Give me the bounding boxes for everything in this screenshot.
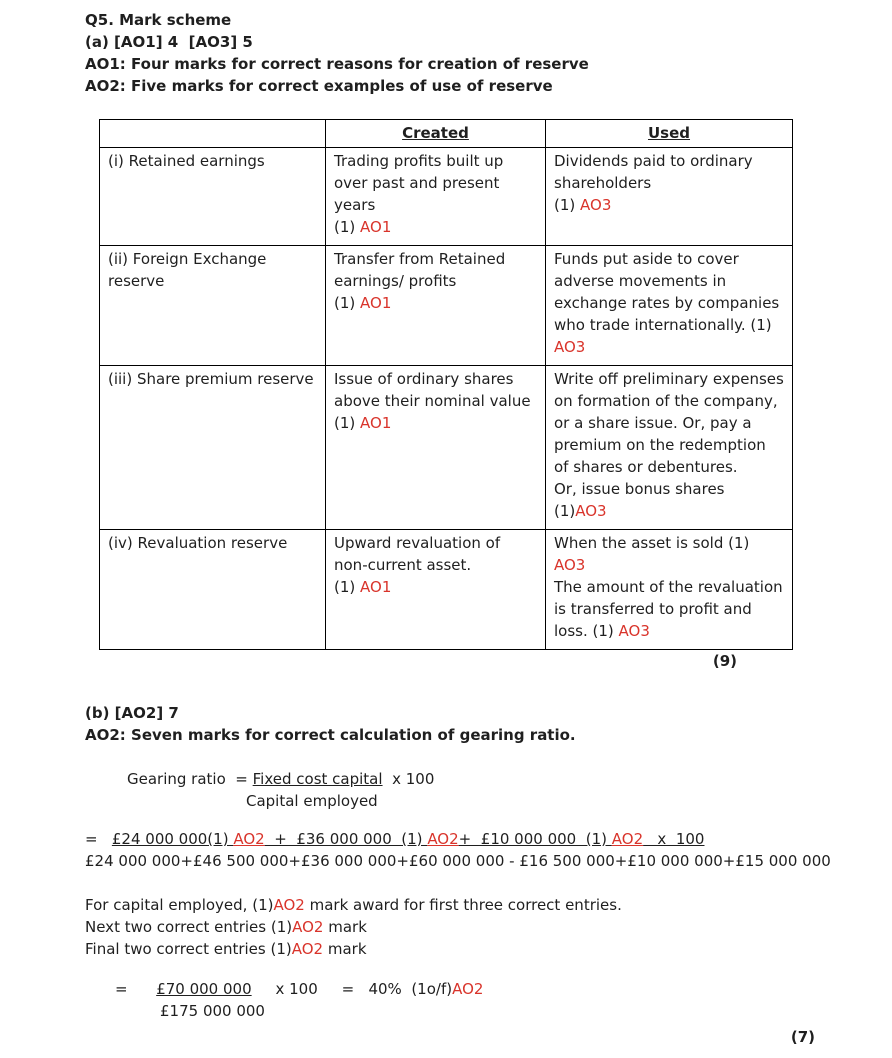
ao2-description: AO2: Five marks for correct examples of use of reserve <box>85 77 553 95</box>
table-row-revaluation-reserve <box>100 530 793 650</box>
used-cell: Dividends paid to ordinary shareholders (1) AO3 <box>546 148 793 246</box>
header-cell-empty <box>100 120 326 148</box>
mark-scheme-table-wrap <box>99 119 792 672</box>
created-cell: Transfer from Retained earnings/ profits (1) AO1 <box>326 246 546 366</box>
table-row-share-premium-reserve <box>100 366 793 530</box>
gearing-ratio-formula <box>127 768 892 812</box>
calculation-block <box>85 828 892 872</box>
reserve-name-cell: (i) Retained earnings <box>100 148 326 246</box>
calculation-denominator: £24 000 000+£46 500 000+£36 000 000+£60 000 000 - £16 500 000+£10 000 000+£15 000 000 <box>85 852 831 870</box>
reserve-name-cell: (ii) Foreign Exchange reserve <box>100 246 326 366</box>
part-a-heading: (a) [AO1] 4 [AO3] 5 <box>85 33 253 51</box>
used-header-label: Used <box>647 124 691 142</box>
calculation-numerator: = £24 000 000(1) AO2 + £36 000 000 (1) AO2+ £10 000 000 (1) AO2 x 100 <box>85 830 705 848</box>
created-cell: Upward revaluation of non-current asset. (1) AO1 <box>326 530 546 650</box>
result-line: = £70 000 000 x 100 = 40% (1o/f)AO2 <box>115 980 484 998</box>
used-cell: Funds put aside to cover adverse movements in exchange rates by companies who trade internationally. (1) AO3 <box>546 246 793 366</box>
formula-denominator: Capital employed <box>246 792 378 810</box>
table-row-retained-earnings <box>100 148 793 246</box>
table-row-foreign-exchange-reserve <box>100 246 793 366</box>
header-cell-created <box>326 120 546 148</box>
reserve-name-cell: (iv) Revaluation reserve <box>100 530 326 650</box>
part-b-ao2-description: AO2: Seven marks for correct calculation of gearing ratio. <box>85 726 576 744</box>
result-denominator: £175 000 000 <box>160 1002 265 1020</box>
formula-numerator-line: Gearing ratio = Fixed cost capital x 100 <box>127 770 435 788</box>
used-cell: Write off preliminary expenses on formation of the company, or a share issue. Or, pay a premium on the redemption of shares or debentures. Or, issue bonus shares (1)AO3 <box>546 366 793 530</box>
table-header-row <box>100 120 793 148</box>
note-capital-employed: For capital employed, (1)AO2 mark award for first three correct entries. <box>85 896 622 914</box>
reserve-name-cell: (iii) Share premium reserve <box>100 366 326 530</box>
header-cell-used <box>546 120 793 148</box>
mark-scheme-table <box>99 119 793 650</box>
ao1-description: AO1: Four marks for correct reasons for creation of reserve <box>85 55 589 73</box>
part-b-section <box>85 702 892 1048</box>
created-cell: Trading profits built up over past and present years (1) AO1 <box>326 148 546 246</box>
note-final-two-entries: Final two correct entries (1)AO2 mark <box>85 940 367 958</box>
part-b-heading: (b) [AO2] 7 <box>85 704 179 722</box>
question-title: Q5. Mark scheme <box>85 11 232 29</box>
marking-notes <box>85 894 892 960</box>
created-cell: Issue of ordinary shares above their nominal value (1) AO1 <box>326 366 546 530</box>
created-header-label: Created <box>402 124 469 142</box>
note-next-two-entries: Next two correct entries (1)AO2 mark <box>85 918 367 936</box>
part-a-total-marks: (9) <box>712 652 737 670</box>
part-b-total-marks: (7) <box>790 1028 815 1046</box>
used-cell: When the asset is sold (1) AO3 The amount of the revaluation is transferred to profit and loss. (1) AO3 <box>546 530 793 650</box>
